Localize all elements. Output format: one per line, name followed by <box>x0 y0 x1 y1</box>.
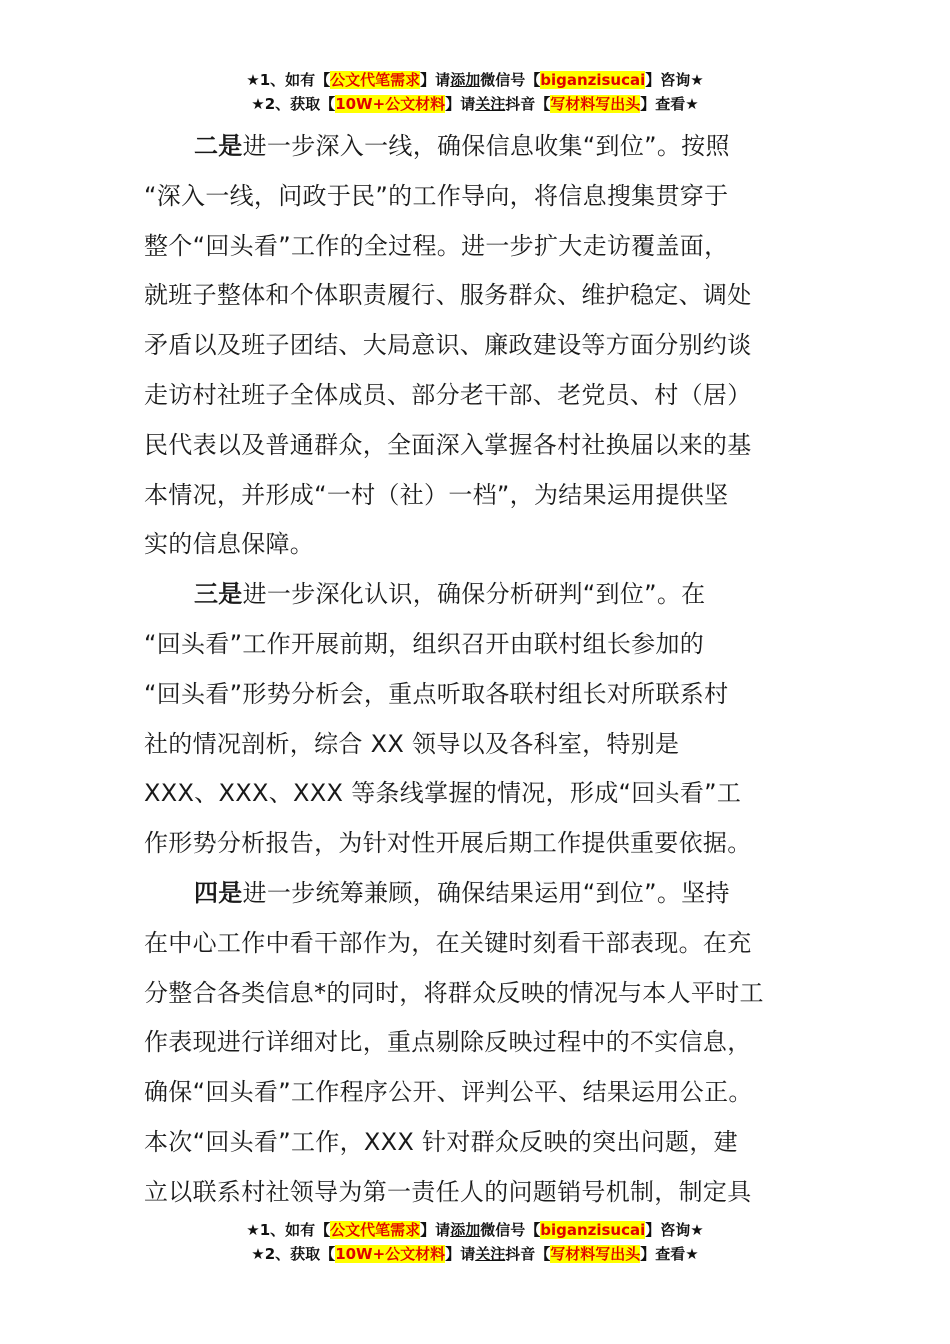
banner-text: 】咨询★ <box>645 71 704 89</box>
text-line: 进一步统筹兼顾，确保结果运用“到位”。坚持 <box>242 878 730 907</box>
paragraph-line: 分整合各类信息*的同时，将群众反映的情况与本人平时工 <box>144 978 764 1007</box>
paragraph-line: 走访村社班子全体成员、部分老干部、老党员、村（居） <box>144 380 752 409</box>
paragraph-line: 在中心工作中看干部作为，在关键时刻看干部表现。在充 <box>144 928 752 957</box>
wechat-id: biganzisucai <box>540 71 646 89</box>
banner-emphasis: 添加 <box>450 71 481 89</box>
banner-text: 】查看★ <box>640 95 699 113</box>
banner-text: 微信号【 <box>480 71 541 89</box>
banner-text: 】请 <box>445 1245 476 1263</box>
banner-text: 】查看★ <box>640 1245 699 1263</box>
banner-text: 抖音【 <box>505 1245 551 1263</box>
banner-line-1 <box>0 1218 950 1242</box>
footer-banner <box>0 1218 950 1266</box>
paragraph-line: “深入一线，问政于民”的工作导向，将信息搜集贯穿于 <box>144 181 729 210</box>
douyin-id: 写材料写出头 <box>550 95 641 113</box>
paragraph-line: 作形势分析报告，为针对性开展后期工作提供重要依据。 <box>144 829 752 858</box>
document-body <box>144 122 796 1218</box>
banner-emphasis: 关注 <box>475 95 506 113</box>
wechat-id: biganzisucai <box>540 1221 646 1239</box>
banner-text: 抖音【 <box>505 95 551 113</box>
banner-text: 微信号【 <box>480 1221 541 1239</box>
banner-text: 】请 <box>420 71 451 89</box>
banner-text: ★2、获取【 <box>251 95 336 113</box>
text-line: 进一步深化认识，确保分析研判“到位”。在 <box>242 580 706 609</box>
banner-line-1 <box>0 68 950 92</box>
paragraph-line: 作表现进行详细对比，重点剔除反映过程中的不实信息， <box>144 1028 752 1057</box>
banner-text: ★1、如有【 <box>246 71 331 89</box>
paragraph-line: 就班子整体和个体职责履行、服务群众、维护稳定、调处 <box>144 281 752 310</box>
paragraph-lead: 二是 <box>194 132 243 160</box>
header-banner <box>0 68 950 116</box>
paragraph-lead: 四是 <box>194 878 243 907</box>
paragraph-line <box>144 869 796 919</box>
paragraph-line: 确保“回头看”工作程序公开、评判公平、结果运用公正。 <box>144 1078 753 1107</box>
banner-text: ★2、获取【 <box>251 1245 336 1263</box>
paragraph-line: “回头看”工作开展前期，组织召开由联村组长参加的 <box>144 629 705 658</box>
highlight-text: 公文代笔需求 <box>330 1221 421 1239</box>
paragraph-line: 整个“回头看”工作的全过程。进一步扩大走访覆盖面， <box>144 231 729 260</box>
banner-emphasis: 关注 <box>475 1245 506 1263</box>
highlight-text: 10W+公文材料 <box>335 1245 446 1263</box>
highlight-text: 公文代笔需求 <box>330 71 421 89</box>
paragraph-line: 民代表以及普通群众，全面深入掌握各村社换届以来的基 <box>144 430 752 459</box>
paragraph-line: 立以联系村社领导为第一责任人的问题销号机制，制定具 <box>144 1177 752 1206</box>
banner-text: 】请 <box>420 1221 451 1239</box>
paragraph-line: XXX、XXX、XXX 等条线掌握的情况，形成“回头看”工 <box>144 779 742 808</box>
paragraph-line: 矛盾以及班子团结、大局意识、廉政建设等方面分别约谈 <box>144 331 752 360</box>
douyin-id: 写材料写出头 <box>550 1245 641 1263</box>
banner-line-2 <box>0 92 950 116</box>
paragraph-line <box>144 122 796 172</box>
banner-text: 】请 <box>445 95 476 113</box>
paragraph-line <box>144 570 796 620</box>
paragraph-line: “回头看”形势分析会，重点听取各联村组长对所联系村 <box>144 679 729 708</box>
paragraph-line: 本次“回头看”工作，XXX 针对群众反映的突出问题，建 <box>144 1127 738 1156</box>
banner-line-2 <box>0 1242 950 1266</box>
banner-text: ★1、如有【 <box>246 1221 331 1239</box>
paragraph-lead: 三是 <box>194 580 243 609</box>
banner-text: 】咨询★ <box>645 1221 704 1239</box>
text-line: 进一步深入一线，确保信息收集“到位”。按照 <box>242 132 730 160</box>
paragraph-line: 实的信息保障。 <box>144 530 315 559</box>
paragraph-line: 本情况，并形成“一村（社）一档”，为结果运用提供坚 <box>144 480 729 509</box>
banner-emphasis: 添加 <box>450 1221 481 1239</box>
highlight-text: 10W+公文材料 <box>335 95 446 113</box>
paragraph-line: 社的情况剖析，综合 XX 领导以及各科室，特别是 <box>144 729 680 758</box>
